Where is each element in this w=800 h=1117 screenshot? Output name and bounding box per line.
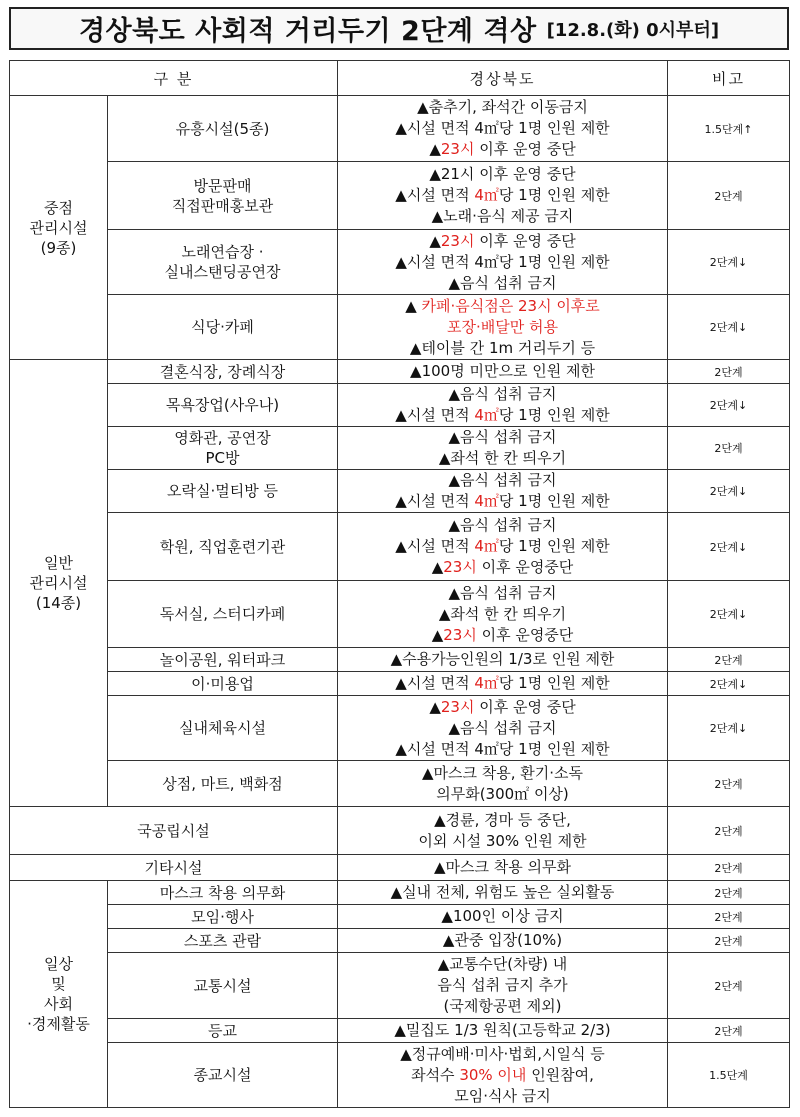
rule-line bbox=[340, 405, 665, 426]
rule-line bbox=[340, 164, 665, 185]
facility-label: 유흥시설(5종) bbox=[175, 119, 270, 138]
table-row bbox=[10, 230, 790, 295]
rule-line bbox=[340, 857, 665, 878]
rule-line bbox=[340, 185, 665, 206]
highlight-text: 23시 bbox=[440, 697, 475, 716]
rule-line bbox=[340, 338, 665, 359]
highlight-text: 4㎡ bbox=[474, 406, 499, 424]
facility-label: 상점, 마트, 백화점 bbox=[162, 774, 283, 793]
rule-text: 당 1명 인원 제한 bbox=[498, 186, 610, 204]
rule-cell bbox=[338, 470, 668, 513]
rule-line bbox=[340, 231, 665, 252]
rule-text: 당 1명 인원 제한 bbox=[498, 492, 610, 510]
rule-text: 음식 섭취 금지 추가 bbox=[437, 976, 568, 994]
rule-line bbox=[340, 996, 665, 1017]
group-cell bbox=[10, 855, 338, 881]
facility-label: 오락실·멀티방 등 bbox=[167, 482, 278, 500]
facility-cell bbox=[108, 427, 338, 470]
note-cell: 2단계↓ bbox=[668, 384, 790, 427]
rule-text: ▲ bbox=[429, 140, 441, 158]
table-row bbox=[10, 648, 790, 672]
table-row bbox=[10, 807, 790, 855]
rule-cell bbox=[338, 162, 668, 230]
group-label: 기타시설 bbox=[144, 858, 203, 877]
table-row bbox=[10, 384, 790, 427]
highlight-text: 4㎡ bbox=[474, 537, 499, 555]
rule-text: 모임·식사 금지 bbox=[454, 1086, 551, 1105]
table-row bbox=[10, 360, 790, 384]
rule-text: ▲100인 이상 금지 bbox=[441, 907, 564, 925]
rule-line bbox=[340, 906, 665, 927]
rule-cell bbox=[338, 230, 668, 295]
note-cell: 2단계 bbox=[668, 1019, 790, 1043]
rule-line bbox=[340, 97, 665, 118]
note-cell: 2단계 bbox=[668, 648, 790, 672]
rule-line bbox=[340, 361, 665, 382]
group-label: (14종) bbox=[35, 594, 82, 612]
rule-line bbox=[340, 139, 665, 160]
facility-label: PC방 bbox=[205, 449, 240, 467]
highlight-text: 23시 bbox=[443, 558, 477, 576]
table-row bbox=[10, 427, 790, 470]
rule-text: 당 1명 인원 제한 bbox=[498, 406, 610, 424]
header-category: 구 분 bbox=[10, 61, 338, 96]
rule-line bbox=[340, 1020, 665, 1041]
note-cell: 2단계 bbox=[668, 881, 790, 905]
rule-text: ▲마스크 착용 의무화 bbox=[434, 858, 571, 876]
facility-label: 식당·카페 bbox=[191, 318, 254, 336]
highlight-text: 카페·음식점은 23시 이후로 bbox=[421, 296, 600, 315]
rule-text: ▲경륜, 경마 등 중단, bbox=[434, 810, 571, 829]
note-cell: 2단계 bbox=[668, 427, 790, 470]
note-cell: 2단계↓ bbox=[668, 696, 790, 761]
rule-text: ▲시설 면적 bbox=[395, 186, 475, 204]
group-cell bbox=[10, 96, 108, 360]
facility-cell bbox=[108, 295, 338, 360]
rule-cell bbox=[338, 761, 668, 807]
highlight-text: 23시 bbox=[443, 625, 477, 644]
rule-cell bbox=[338, 696, 668, 761]
highlight-text: 4㎡ bbox=[474, 492, 499, 510]
rule-line bbox=[340, 384, 665, 405]
rule-cell bbox=[338, 905, 668, 929]
rule-line bbox=[340, 515, 665, 536]
facility-label: 모임·행사 bbox=[191, 907, 254, 926]
table-body bbox=[10, 96, 790, 1108]
note-cell: 2단계 bbox=[668, 929, 790, 953]
facility-cell bbox=[108, 696, 338, 761]
rule-text: ▲테이블 간 1m 거리두기 등 bbox=[409, 338, 596, 357]
rule-text: ▲좌석 한 칸 띄우기 bbox=[438, 604, 567, 623]
table-row bbox=[10, 929, 790, 953]
rule-line bbox=[340, 252, 665, 273]
facility-label: 실내체육시설 bbox=[179, 719, 266, 737]
group-label: 사회 bbox=[44, 995, 73, 1013]
rule-text: ▲노래·음식 제공 금지 bbox=[431, 207, 574, 225]
facility-label: 등교 bbox=[208, 1021, 237, 1040]
rule-text: ▲시설 면적 bbox=[395, 674, 475, 692]
facility-label: 교통시설 bbox=[193, 976, 252, 995]
note-cell: 2단계↓ bbox=[668, 230, 790, 295]
guideline-table bbox=[9, 60, 790, 1108]
rule-cell bbox=[338, 1043, 668, 1108]
highlight-text: 23시 bbox=[440, 140, 475, 158]
rule-line bbox=[340, 536, 665, 557]
note-cell: 1.5단계 bbox=[668, 1043, 790, 1108]
rule-text: (국제항공편 제외) bbox=[443, 997, 562, 1015]
rule-text: ▲관중 입장(10%) bbox=[442, 931, 563, 949]
rule-text: ▲시설 면적 4㎡당 1명 인원 제한 bbox=[395, 119, 610, 137]
rule-text: 이후 운영 중단 bbox=[474, 140, 576, 158]
rule-text: 당 1명 인원 제한 bbox=[498, 674, 610, 692]
note-cell: 2단계↓ bbox=[668, 581, 790, 648]
rule-line bbox=[340, 718, 665, 739]
note-cell: 2단계↓ bbox=[668, 513, 790, 581]
rule-line bbox=[340, 831, 665, 852]
rule-text: ▲좌석 한 칸 띄우기 bbox=[438, 449, 567, 467]
rule-text: 이후 운영중단 bbox=[476, 558, 574, 576]
note-cell: 1.5단계↑ bbox=[668, 96, 790, 162]
facility-cell bbox=[108, 1043, 338, 1108]
facility-cell bbox=[108, 162, 338, 230]
highlight-text: 4㎡ bbox=[474, 186, 499, 204]
group-label: 관리시설 bbox=[29, 574, 88, 592]
table-row bbox=[10, 581, 790, 648]
facility-label: 영화관, 공연장 bbox=[174, 429, 271, 447]
facility-cell bbox=[108, 581, 338, 648]
rule-text: ▲시설 면적 4㎡당 1명 인원 제한 bbox=[395, 252, 610, 271]
rule-text: ▲음식 섭취 금지 bbox=[448, 516, 557, 534]
rule-line bbox=[340, 557, 665, 578]
rule-text: 좌석수 bbox=[411, 1065, 460, 1084]
facility-cell bbox=[108, 953, 338, 1019]
rule-cell bbox=[338, 427, 668, 470]
note-cell: 2단계 bbox=[668, 162, 790, 230]
rule-line bbox=[340, 273, 665, 294]
table-row bbox=[10, 881, 790, 905]
rule-text: ▲음식 섭취 금지 bbox=[448, 273, 557, 292]
rule-text: ▲21시 이후 운영 중단 bbox=[429, 165, 576, 183]
rule-text: ▲ bbox=[431, 625, 444, 644]
rule-text: ▲밀집도 1/3 원칙(고등학교 2/3) bbox=[394, 1021, 611, 1039]
table-row bbox=[10, 513, 790, 581]
highlight-text: 포장·배달만 허용 bbox=[447, 317, 558, 336]
facility-cell bbox=[108, 96, 338, 162]
table-row bbox=[10, 1019, 790, 1043]
facility-label: 독서실, 스터디카페 bbox=[159, 605, 286, 623]
rule-cell bbox=[338, 855, 668, 881]
facility-label: 놀이공원, 워터파크 bbox=[159, 650, 286, 669]
rule-line bbox=[340, 625, 665, 646]
rule-text: ▲음식 섭취 금지 bbox=[448, 718, 557, 737]
table-row bbox=[10, 905, 790, 929]
group-label: 일상 bbox=[44, 955, 73, 973]
table-row bbox=[10, 953, 790, 1019]
facility-label: 목욕장업(사우나) bbox=[165, 396, 280, 414]
group-label: 중점 bbox=[44, 198, 73, 217]
highlight-text: 4㎡ bbox=[474, 674, 499, 692]
rule-line bbox=[340, 604, 665, 625]
rule-line bbox=[340, 975, 665, 996]
rule-text: ▲교통수단(차량) 내 bbox=[437, 955, 568, 973]
rule-text: 이후 운영중단 bbox=[476, 625, 574, 644]
rule-text: ▲100명 미만으로 인원 제한 bbox=[410, 362, 595, 380]
rule-line bbox=[340, 763, 665, 784]
rule-text: ▲실내 전체, 위험도 높은 실외활동 bbox=[390, 883, 615, 901]
note-cell: 2단계 bbox=[668, 807, 790, 855]
facility-cell bbox=[108, 672, 338, 696]
rule-line bbox=[340, 206, 665, 227]
note-cell: 2단계 bbox=[668, 953, 790, 1019]
header-region: 경상북도 bbox=[338, 61, 668, 96]
rule-line bbox=[340, 583, 665, 604]
rule-text: ▲정규예배·미사·법회,시일식 등 bbox=[400, 1044, 605, 1063]
group-label: 일반 bbox=[44, 554, 73, 572]
table-row bbox=[10, 162, 790, 230]
facility-cell bbox=[108, 513, 338, 581]
facility-label: 노래연습장 · bbox=[181, 243, 264, 261]
rule-cell bbox=[338, 881, 668, 905]
facility-label: 학원, 직업훈련기관 bbox=[159, 537, 286, 556]
rule-text: ▲마스크 착용, 환기·소독 bbox=[421, 763, 584, 782]
facility-cell bbox=[108, 761, 338, 807]
rule-text: 의무화(300㎡ 이상) bbox=[436, 784, 569, 803]
rule-text: 당 1명 인원 제한 bbox=[498, 537, 610, 555]
facility-cell bbox=[108, 1019, 338, 1043]
facility-label: 이·미용업 bbox=[191, 674, 254, 693]
table-row bbox=[10, 855, 790, 881]
group-label: 관리시설 bbox=[29, 218, 88, 237]
highlight-text: 30% 이내 bbox=[459, 1065, 527, 1084]
rule-text: ▲시설 면적 4㎡당 1명 인원 제한 bbox=[395, 739, 610, 758]
group-label: ·경제활동 bbox=[27, 1015, 90, 1033]
facility-label: 종교시설 bbox=[193, 1066, 252, 1084]
note-cell: 2단계 bbox=[668, 761, 790, 807]
facility-cell bbox=[108, 384, 338, 427]
rule-cell bbox=[338, 807, 668, 855]
effective-date: [12.8.(화) 0시부터] bbox=[546, 19, 720, 41]
page-title: 경상북도 사회적 거리두기 2단계 격상 bbox=[78, 16, 537, 47]
rule-text: ▲시설 면적 bbox=[395, 492, 475, 510]
table-row bbox=[10, 1043, 790, 1108]
group-label: (9종) bbox=[40, 238, 77, 257]
rule-cell bbox=[338, 513, 668, 581]
facility-cell bbox=[108, 648, 338, 672]
rule-cell bbox=[338, 581, 668, 648]
rule-line bbox=[340, 882, 665, 903]
group-label: 국공립시설 bbox=[137, 821, 210, 840]
rule-text: 이후 운영 중단 bbox=[474, 231, 576, 250]
rule-text: ▲음식 섭취 금지 bbox=[448, 583, 557, 602]
rule-text: ▲음식 섭취 금지 bbox=[448, 385, 557, 403]
rule-text: 이외 시설 30% 인원 제한 bbox=[418, 831, 587, 850]
rule-cell bbox=[338, 295, 668, 360]
table-row bbox=[10, 96, 790, 162]
rule-line bbox=[340, 470, 665, 491]
header-note: 비고 bbox=[668, 61, 790, 96]
rule-text: ▲ bbox=[405, 296, 422, 315]
group-cell bbox=[10, 881, 108, 1108]
facility-label: 스포츠 관람 bbox=[183, 931, 262, 950]
facility-label: 방문판매 bbox=[193, 176, 252, 195]
rule-cell bbox=[338, 929, 668, 953]
rule-line bbox=[340, 810, 665, 831]
title-banner bbox=[9, 7, 789, 50]
group-cell bbox=[10, 807, 338, 855]
note-cell: 2단계 bbox=[668, 905, 790, 929]
rule-line bbox=[340, 491, 665, 512]
group-cell bbox=[10, 360, 108, 807]
facility-label: 실내스탠딩공연장 bbox=[164, 263, 281, 281]
rule-text: ▲시설 면적 bbox=[395, 537, 475, 555]
note-cell: 2단계 bbox=[668, 360, 790, 384]
note-cell: 2단계↓ bbox=[668, 470, 790, 513]
rule-line bbox=[340, 427, 665, 448]
rule-line bbox=[340, 1086, 665, 1107]
rule-line bbox=[340, 296, 665, 317]
rule-text: ▲ bbox=[429, 697, 441, 716]
note-cell: 2단계↓ bbox=[668, 295, 790, 360]
rule-line bbox=[340, 954, 665, 975]
rule-line bbox=[340, 448, 665, 469]
rule-line bbox=[340, 697, 665, 718]
rule-line bbox=[340, 739, 665, 760]
rule-text: ▲춤추기, 좌석간 이동금지 bbox=[417, 98, 588, 116]
group-label: 및 bbox=[51, 975, 66, 993]
note-cell: 2단계 bbox=[668, 855, 790, 881]
rule-cell bbox=[338, 360, 668, 384]
facility-cell bbox=[108, 881, 338, 905]
rule-line bbox=[340, 1065, 665, 1086]
rule-cell bbox=[338, 1019, 668, 1043]
facility-cell bbox=[108, 360, 338, 384]
rule-cell bbox=[338, 96, 668, 162]
table-row bbox=[10, 470, 790, 513]
rule-line bbox=[340, 118, 665, 139]
rule-line bbox=[340, 673, 665, 694]
rule-text: ▲음식 섭취 금지 bbox=[448, 471, 557, 489]
table-row bbox=[10, 761, 790, 807]
table-row bbox=[10, 696, 790, 761]
rule-cell bbox=[338, 648, 668, 672]
highlight-text: 23시 bbox=[440, 231, 475, 250]
facility-cell bbox=[108, 470, 338, 513]
rule-cell bbox=[338, 672, 668, 696]
rule-cell bbox=[338, 953, 668, 1019]
facility-cell bbox=[108, 905, 338, 929]
rule-line bbox=[340, 930, 665, 951]
facility-cell bbox=[108, 230, 338, 295]
facility-cell bbox=[108, 929, 338, 953]
rule-line bbox=[340, 784, 665, 805]
rule-text: ▲ bbox=[431, 558, 444, 576]
rule-line bbox=[340, 1044, 665, 1065]
rule-text: ▲수용가능인원의 1/3로 인원 제한 bbox=[390, 650, 615, 668]
facility-label: 결혼식장, 장례식장 bbox=[159, 362, 286, 381]
note-cell: 2단계↓ bbox=[668, 672, 790, 696]
rule-text: 이후 운영 중단 bbox=[474, 697, 576, 716]
rule-text: 인원참여, bbox=[526, 1065, 594, 1084]
facility-label: 직접판매홍보관 bbox=[171, 196, 274, 215]
table-row bbox=[10, 295, 790, 360]
rule-line bbox=[340, 649, 665, 670]
rule-text: ▲음식 섭취 금지 bbox=[448, 428, 557, 446]
rule-line bbox=[340, 317, 665, 338]
rule-text: ▲시설 면적 bbox=[395, 406, 475, 424]
facility-label: 마스크 착용 의무화 bbox=[159, 883, 286, 902]
rule-text: ▲ bbox=[429, 231, 441, 250]
rule-cell bbox=[338, 384, 668, 427]
header-row bbox=[10, 61, 790, 96]
table-row bbox=[10, 672, 790, 696]
